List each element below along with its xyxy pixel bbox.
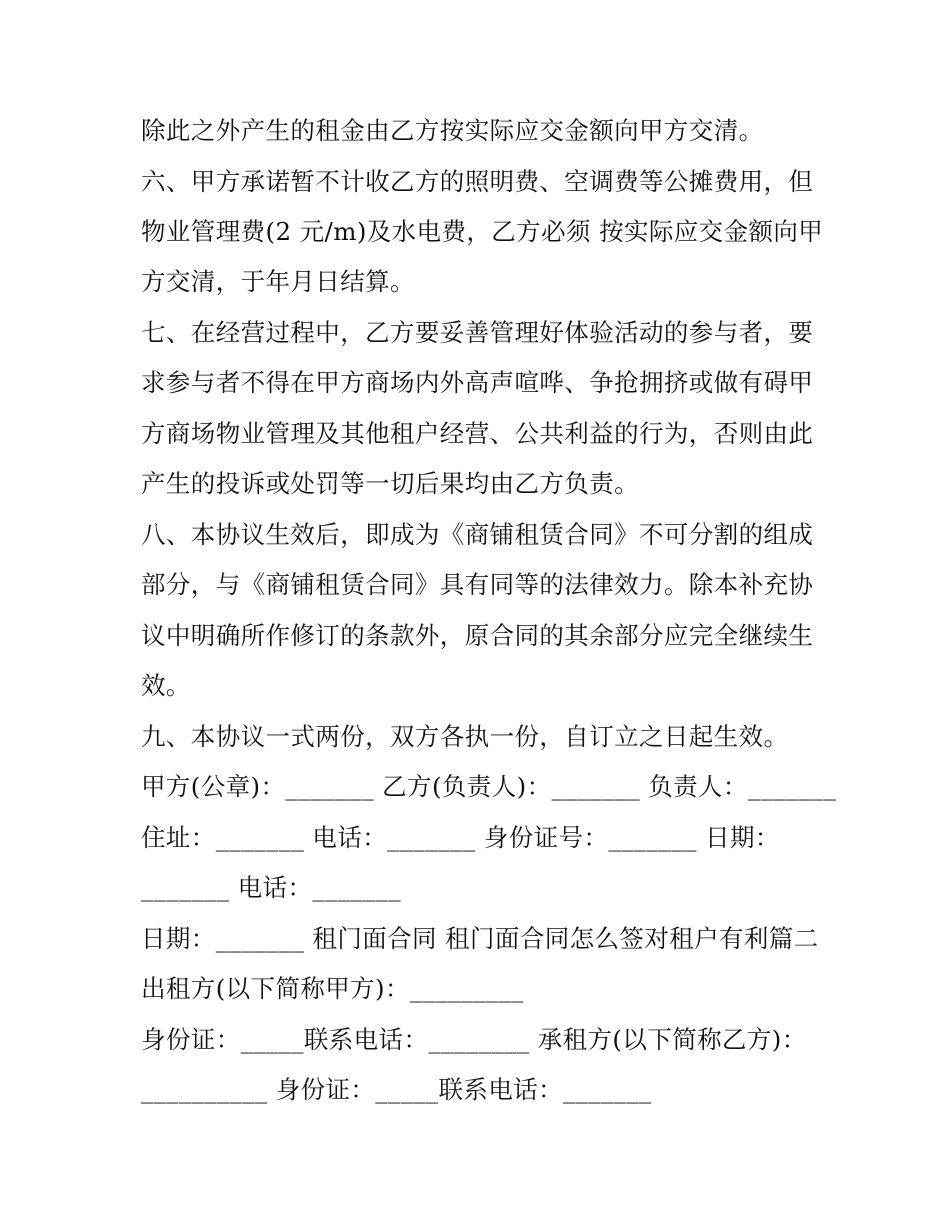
text-line: 部分，与《商铺租赁合同》具有同等的法律效力。除本补充协 [141,570,814,599]
signature-line: __________ 身份证：_____联系电话：_______ [141,1075,652,1104]
signature-line: 住址：_______ 电话：_______ 身份证号：_______ 日期： [141,823,780,852]
text-line: 七、在经营过程中，乙方要妥善管理好体验活动的参与者，要 [141,318,814,347]
text-line: 产生的投诉或处罚等一切后果均由乙方负责。 [141,469,639,498]
text-line: 日期：_______ 租门面合同 租门面合同怎么签对租户有利篇二 [141,924,819,953]
text-line: 六、甲方承诺暂不计收乙方的照明费、空调费等公摊费用，但 [141,167,814,196]
text-line: 议中明确所作修订的条款外，原合同的其余部分应完全继续生 [141,621,814,650]
signature-line: 甲方(公章)：_______ 乙方(负责人)：_______ 负责人：_______ [141,772,837,801]
signature-line: 出租方(以下简称甲方)：_________ [141,974,524,1003]
text-line: 求参与者不得在甲方商场内外高声喧哗、争抢拥挤或做有碍甲 [141,368,814,397]
text-line: 八、本协议生效后，即成为《商铺租赁合同》不可分割的组成 [141,520,814,549]
text-line: 效。 [141,671,191,700]
text-line: 方商场物业管理及其他租户经营、公共利益的行为，否则由此 [141,419,814,448]
text-line: 九、本协议一式两份，双方各执一份，自订立之日起生效。 [141,722,789,751]
text-line: 物业管理费(2 元/m)及水电费，乙方必须 按实际应交金额向甲 [141,217,824,246]
signature-line: 身份证：_____联系电话：________ 承租方(以下简称乙方)： [141,1025,807,1054]
text-line: 方交清，于年月日结算。 [141,267,415,296]
text-line: 除此之外产生的租金由乙方按实际应交金额向甲方交清。 [141,116,764,145]
signature-line: _______ 电话：_______ [141,873,401,902]
